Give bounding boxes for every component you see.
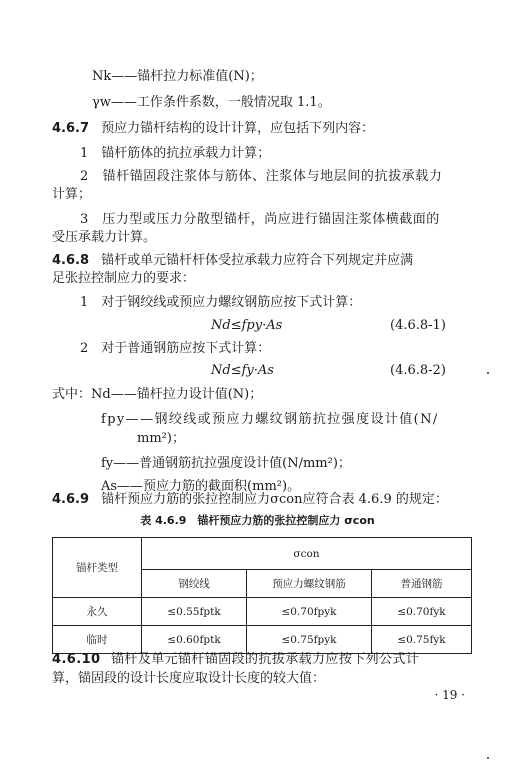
section-text: 锚杆预应力筋的张拉控制应力σcon应符合表 4.6.9 的规定： (101, 492, 448, 507)
section-number: 4.6.9 (52, 492, 90, 507)
var-nk: Nk——锚杆拉力标准值(N)； (92, 69, 263, 84)
cell-value: ≤0.55fptk (142, 598, 247, 626)
formula-4-6-8-1: Nd≤fpy·As (211, 318, 283, 333)
item-j1: 1 对于钢绞线或预应力螺纹钢筋应按下式计算： (80, 295, 362, 310)
item-2-cont: 计算； (52, 187, 92, 202)
section-text: 预应力锚杆结构的设计计算，应包括下列内容： (101, 121, 375, 136)
header-sigma-con: σcon (142, 538, 472, 570)
section-text: 锚杆或单元锚杆杆体受拉承载力应符合下列规定并应满 (101, 253, 414, 268)
item-j2: 2 对于普通钢筋应按下式计算： (80, 341, 271, 356)
speck-mark (487, 757, 489, 759)
where-nd: 式中：Nd——锚杆拉力设计值(N)； (52, 387, 263, 402)
item-3: 3 压力型或压力分散型锚杆，尚应进行锚固注浆体横截面的 (80, 212, 440, 227)
section-4-6-10-cont: 算，锚固段的设计长度应取设计长度的较大值： (52, 671, 326, 686)
var-gamma-w: γw——工作条件系数，一般情况取 1.1。 (92, 95, 331, 110)
where-as: As——预应力筋的截面积(mm²)。 (101, 479, 301, 494)
item-1: 1 锚杆筋体的抗拉承载力计算； (80, 146, 271, 161)
formula-number-1: (4.6.8-1) (390, 318, 446, 333)
section-4-6-8 (52, 252, 413, 270)
tension-control-table (52, 537, 472, 654)
where-fy: fy——普通钢筋抗拉强度设计值(N/mm²)； (101, 456, 351, 471)
section-number: 4.6.7 (52, 121, 90, 136)
speck-mark (487, 372, 489, 374)
where-fpy: fpy——钢绞线或预应力螺纹钢筋抗拉强度设计值(N/ (101, 412, 439, 427)
section-4-6-9 (52, 491, 448, 509)
cell-value: ≤0.70fpyk (247, 598, 372, 626)
row-type: 临时 (53, 626, 142, 654)
header-prestressed-thread-bar: 预应力螺纹钢筋 (247, 570, 372, 598)
item-3-cont: 受压承载力计算。 (52, 230, 157, 245)
cell-value: ≤0.75fyk (372, 626, 472, 654)
section-number: 4.6.8 (52, 253, 90, 268)
table-row (53, 598, 472, 626)
cell-value: ≤0.60fptk (142, 626, 247, 654)
section-number: 4.6.10 (52, 652, 101, 667)
section-text: 锚杆及单元锚杆锚固段的抗拔承载力应按下列公式计 (111, 652, 420, 667)
header-ordinary-bar: 普通钢筋 (372, 570, 472, 598)
page-number: · 19 · (434, 688, 465, 702)
where-fpy-cont: mm²)； (137, 431, 185, 446)
row-type: 永久 (53, 598, 142, 626)
formula-number-2: (4.6.8-2) (390, 363, 446, 378)
formula-4-6-8-2: Nd≤fy·As (211, 363, 274, 378)
cell-value: ≤0.75fpyk (247, 626, 372, 654)
cell-value: ≤0.70fyk (372, 598, 472, 626)
section-4-6-8-cont: 足张拉控制应力的要求： (52, 271, 196, 286)
section-4-6-7 (52, 120, 374, 138)
table-caption: 表 4.6.9 锚杆预应力筋的张拉控制应力 σcon (140, 514, 375, 527)
section-4-6-10 (52, 651, 419, 669)
item-2: 2 锚杆锚固段注浆体与筋体、注浆体与地层间的抗拔承载力 (80, 169, 443, 184)
table-row (53, 626, 472, 654)
header-anchor-type: 锚杆类型 (53, 538, 142, 598)
header-strand: 钢绞线 (142, 570, 247, 598)
